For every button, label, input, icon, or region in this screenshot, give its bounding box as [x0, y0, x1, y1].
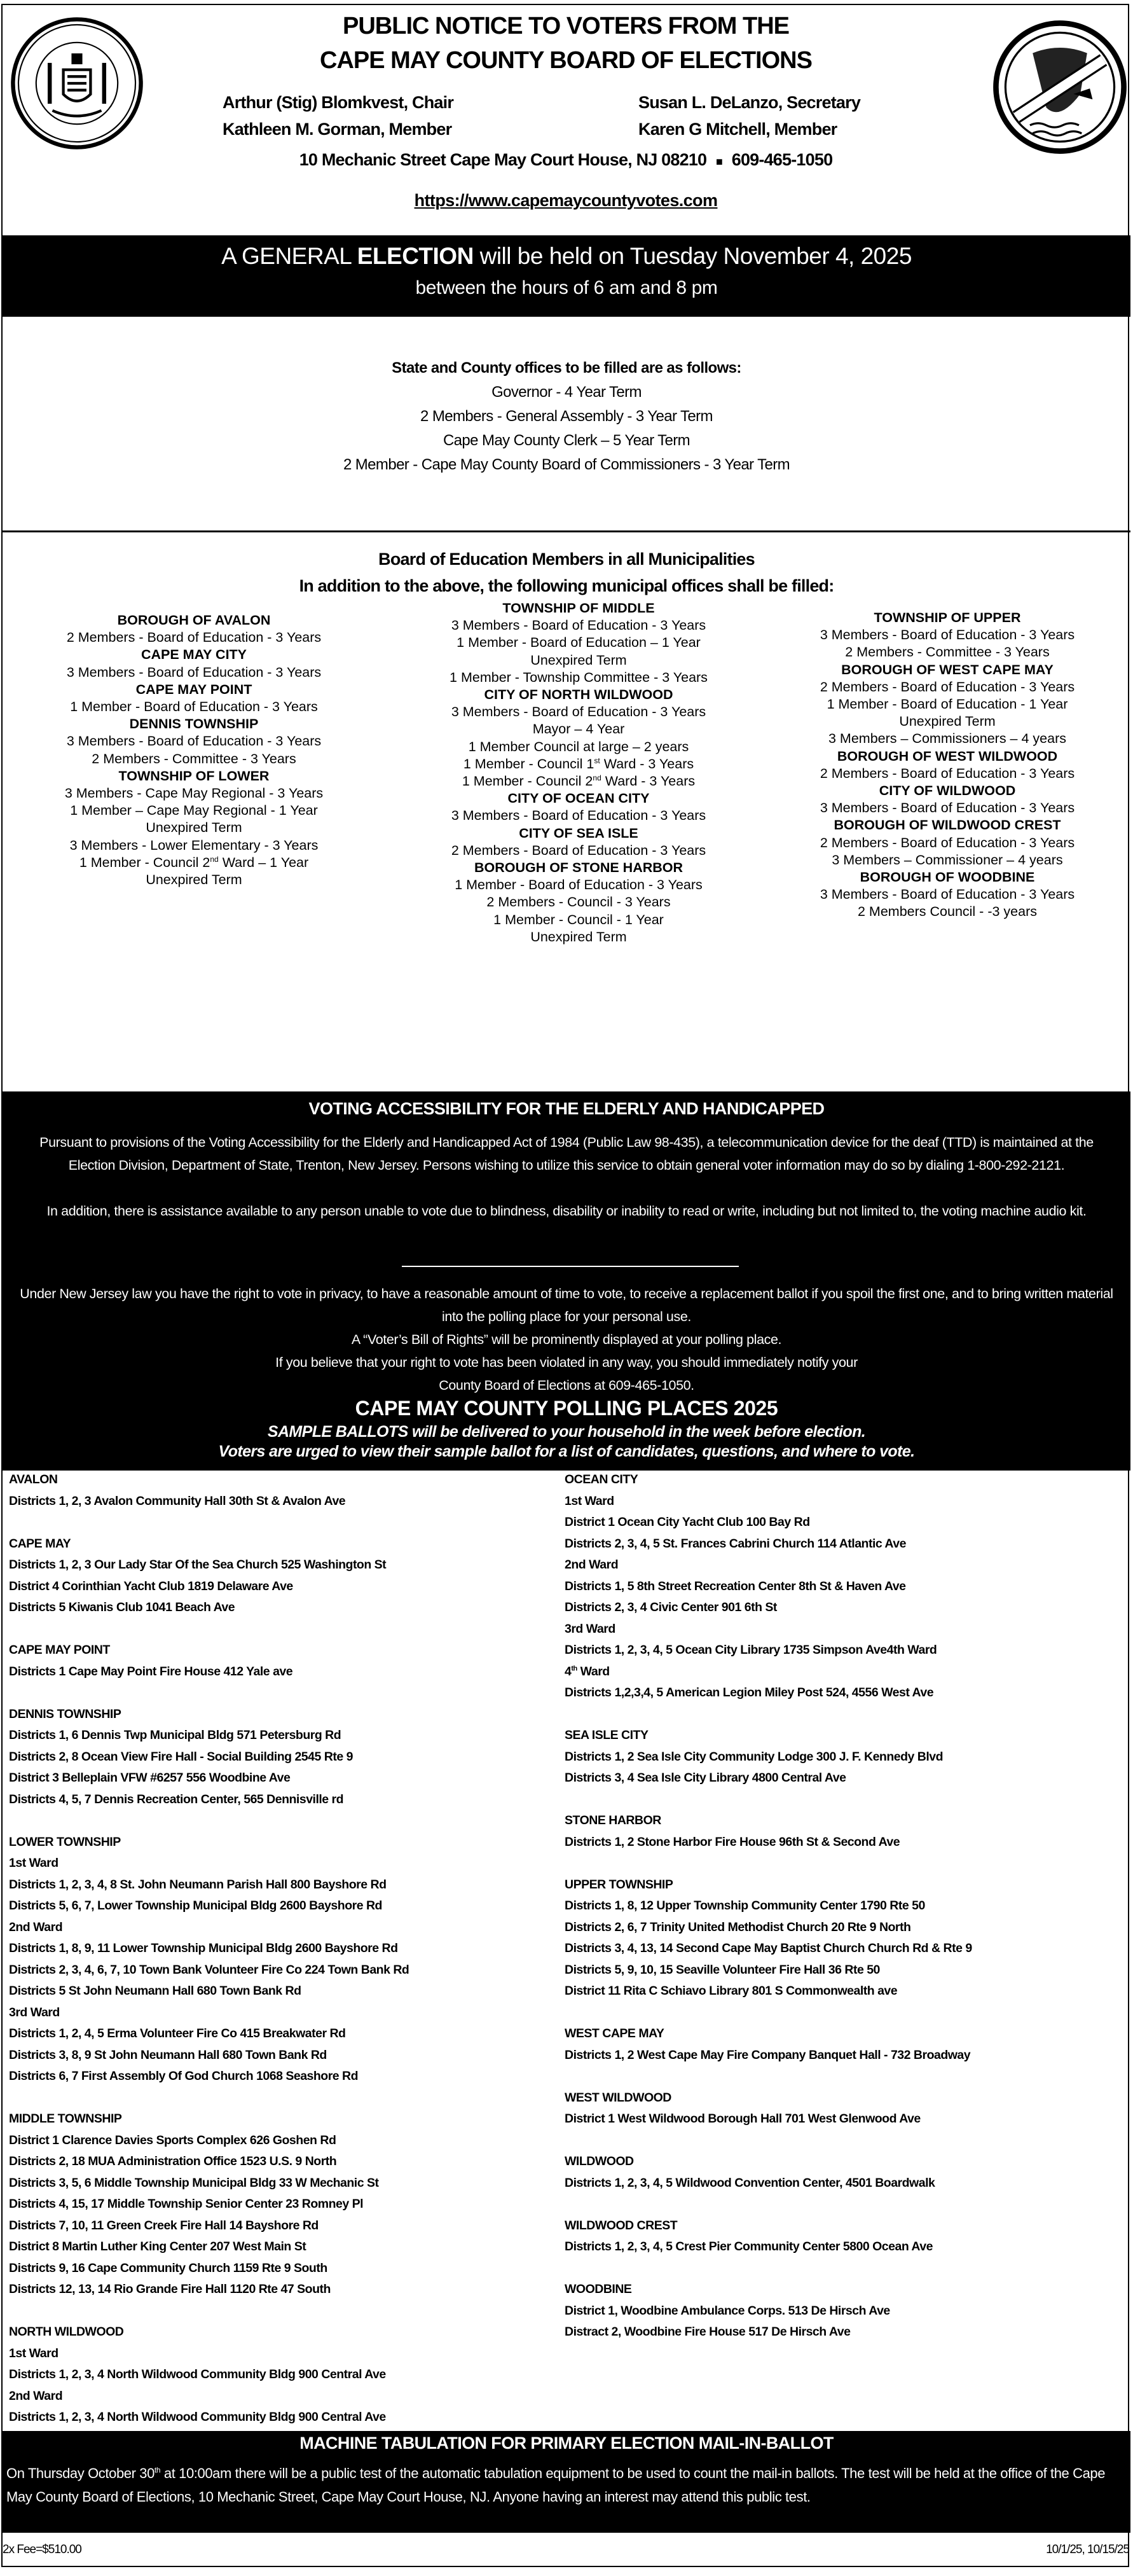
office-seat: 2 Members Council - -3 years [858, 904, 1037, 920]
office-item: 2 Members - General Assembly - 3 Year Term [420, 408, 713, 425]
municipality-heading: TOWNSHIP OF LOWER [118, 768, 270, 784]
polling-municipality: OCEAN CITY [565, 1472, 638, 1486]
polling-location: Districts 5, 6, 7, Lower Township Municipal Bldg 2600 Bayshore Rd [9, 1899, 382, 1913]
tabulation-details: at 10:00am there will be a public test of the automatic tabulation equipment to be used to count the mail-in ballots. The test will be held at the office of the Cape May County Board of Elections, 10 Mechanic Street, Cape May Court House, NJ. Anyone having an interest may attend this public test. [6, 2465, 1106, 2505]
polling-left-column [9, 1469, 549, 2428]
municipality-heading: BOROUGH OF WEST WILDWOOD [837, 748, 1058, 764]
polling-location: Districts 2, 3, 4, 5 St. Frances Cabrini Church 114 Atlantic Ave [565, 1536, 906, 1551]
polling-location: Districts 3, 5, 6 Middle Township Municipal Bldg 33 W Mechanic St [9, 2175, 379, 2190]
polling-location: Districts 1, 2, 4, 5 Erma Volunteer Fire Co 415 Breakwater Rd [9, 2026, 346, 2040]
polling-municipality: WILDWOOD CREST [565, 2218, 678, 2233]
ordinal-suffix: nd [593, 773, 601, 782]
ordinal-suffix: st [594, 756, 600, 765]
polling-location: Districts 1 Cape May Point Fire House 412 Yale ave [9, 1664, 293, 1679]
municipal-column-2 [407, 600, 750, 946]
polling-location: Districts 1, 6 Dennis Twp Municipal Bldg 571 Petersburg Rd [9, 1728, 341, 1742]
polling-municipality: WEST CAPE MAY [565, 2026, 664, 2040]
polling-location: District 8 Martin Luther King Center 207 West Main St [9, 2240, 306, 2254]
polling-location: Districts 2, 6, 7 Trinity United Methodist Church 20 Rte 9 North [565, 1920, 911, 1934]
polling-location: Districts 1, 2, 3, 4, 5 Ocean City Library 1735 Simpson Ave4th Ward [565, 1643, 937, 1657]
municipal-offices-heading [3, 546, 1130, 599]
polling-location: Districts 1, 2, 3, 4 North Wildwood Community Bldg 900 Central Ave [9, 2410, 386, 2424]
polling-municipality: SEA ISLE CITY [565, 1728, 649, 1742]
tabulation-date: On Thursday October 30 [6, 2465, 154, 2481]
election-emphasis: ELECTION [357, 243, 474, 269]
offices-heading: State and County offices to be filled are as follows: [392, 359, 741, 377]
ward-label: 2nd Ward [9, 1920, 63, 1934]
ordinal-suffix: nd [210, 854, 219, 864]
polling-location: Districts 1, 2, 3 Our Lady Star Of the Sea Church 525 Washington St [9, 1558, 387, 1572]
office-seat: 2 Members - Committee - 3 Years [845, 644, 1050, 660]
spacer [565, 2258, 1124, 2280]
office-seat: 3 Members - Board of Education - 3 Years [820, 800, 1075, 816]
polling-subtitle-1: SAMPLE BALLOTS will be delivered to your household in the week before election. [267, 1423, 866, 1441]
office-phone: 609-465-1050 [731, 150, 833, 169]
municipality-heading: BOROUGH OF STONE HARBOR [474, 860, 683, 876]
office-seat: 3 Members - Cape May Regional - 3 Years [64, 786, 324, 801]
polling-location: Districts 1, 2, 3, 4, 8 St. John Neumann Parish Hall 800 Bayshore Rd [9, 1877, 387, 1892]
municipal-column-3 [782, 609, 1113, 921]
polling-location: District 3 Belleplain VFW #6257 556 Woodbine Ave [9, 1771, 291, 1785]
new-jersey-seal-icon [9, 15, 145, 151]
polling-location: Districts 3, 8, 9 St John Neumann Hall 680 Town Bank Rd [9, 2047, 327, 2062]
municipality-heading: CITY OF OCEAN CITY [507, 791, 650, 807]
polling-municipality: DENNIS TOWNSHIP [9, 1707, 121, 1721]
ward-label: 2nd Ward [9, 2388, 63, 2403]
polling-municipality: MIDDLE TOWNSHIP [9, 2112, 122, 2126]
board-phone-paragraph: County Board of Elections at 609-465-1050. [439, 1378, 694, 1393]
office-seat: Unexpired Term [899, 714, 996, 730]
municipal-heading: In addition to the above, the following municipal offices shall be filled: [299, 576, 834, 595]
municipality-heading: CITY OF NORTH WILDWOOD [484, 687, 673, 703]
election-prefix: A GENERAL [221, 243, 357, 269]
website-link-wrapper [191, 191, 941, 211]
publication-fee: 2x Fee=$510.00 [3, 2543, 81, 2556]
office-seat: 3 Members – Commissioners – 4 years [828, 731, 1066, 747]
ward-label: 1st Ward [9, 1856, 58, 1870]
polling-location: Districts 7, 10, 11 Green Creek Fire Hall 14 Bayshore Rd [9, 2218, 319, 2233]
machine-tabulation-section [3, 2431, 1130, 2533]
spacer [9, 2301, 549, 2322]
municipality-heading: TOWNSHIP OF UPPER [874, 610, 1021, 625]
office-seat: Unexpired Term [146, 820, 242, 836]
municipal-column-1 [25, 612, 362, 889]
office-seat: 1 Member - Board of Education - 1 Year [827, 696, 1068, 712]
polling-location: Districts 1, 2, 3, 4 North Wildwood Community Bldg 900 Central Ave [9, 2367, 386, 2381]
office-contact [191, 150, 941, 170]
board-member: Kathleen M. Gorman, Member [223, 120, 452, 139]
polling-location: Districts 3, 4, 13, 14 Second Cape May Baptist Church Church Rd & Rte 9 [565, 1941, 972, 1955]
board-member-secretary: Susan L. DeLanzo, Secretary [638, 93, 861, 112]
polling-location: Districts 4, 5, 7 Dennis Recreation Center, 565 Dennisville rd [9, 1792, 344, 1806]
office-item: Cape May County Clerk – 5 Year Term [443, 432, 690, 449]
office-seat: 2 Members - Board of Education - 3 Years [820, 834, 1075, 850]
polling-location: District 1 West Wildwood Borough Hall 701 West Glenwood Ave [565, 2112, 921, 2126]
office-seat: Unexpired Term [530, 652, 627, 668]
office-address: 10 Mechanic Street Cape May Court House, NJ 08210 [299, 150, 707, 169]
polling-location: Distract 2, Woodbine Fire House 517 De Hirsch Ave [565, 2325, 851, 2339]
polling-municipality: CAPE MAY POINT [9, 1643, 110, 1657]
ordinal-suffix: th [571, 1665, 577, 1672]
municipality-heading: DENNIS TOWNSHIP [129, 716, 259, 732]
polling-location: Districts 1,2,3,4, 5 American Legion Miley Post 524, 4556 West Ave [565, 1686, 934, 1700]
office-item: 2 Member - Cape May County Board of Commissioners - 3 Year Term [343, 456, 790, 473]
spacer [565, 1853, 1124, 1874]
election-banner [3, 235, 1130, 317]
polling-location: Districts 1, 2 Stone Harbor Fire House 96th St & Second Ave [565, 1834, 900, 1849]
polling-location: Districts 5 St John Neumann Hall 680 Town Bank Rd [9, 1984, 301, 1998]
election-announcement [3, 243, 1130, 270]
office-seat: Unexpired Term [530, 929, 627, 945]
municipality-heading: CAPE MAY CITY [141, 647, 247, 663]
accessibility-title: VOTING ACCESSIBILITY FOR THE ELDERLY AND HANDICAPPED [308, 1099, 825, 1118]
polling-municipality: WILDWOOD [565, 2154, 634, 2168]
polling-location: District 1, Woodbine Ambulance Corps. 513 De Hirsch Ave [565, 2303, 890, 2318]
polling-municipality: WOODBINE [565, 2282, 632, 2296]
office-seat: 2 Members - Board of Education - 3 Years [820, 679, 1075, 695]
municipality-heading: BOROUGH OF AVALON [117, 613, 271, 628]
polling-location: Districts 3, 4 Sea Isle City Library 4800 Central Ave [565, 1771, 846, 1785]
office-seat: 1 Member - Board of Education – 1 Year [457, 635, 701, 651]
website-link[interactable]: https://www.capemaycountyvotes.com [414, 191, 718, 210]
office-seat: 3 Members - Board of Education - 3 Years [820, 887, 1075, 903]
spacer [9, 2088, 549, 2109]
voter-rights-paragraph: Under New Jersey law you have the right to vote in privacy, to have a reasonable amount of time to vote, to receive a replacement ballot if you spoil the first one, and to bring written material into the polling place for your personal use. [20, 1286, 1113, 1324]
office-seat: 2 Members - Board of Education - 3 Years [451, 842, 706, 858]
office-seat: 3 Members – Commissioner – 4 years [832, 852, 1063, 868]
boe-heading: Board of Education Members in all Municipalities [378, 550, 755, 569]
office-seat: 1 Member – Cape May Regional - 1 Year [70, 803, 318, 819]
ward-label: 3rd Ward [9, 2005, 60, 2019]
polling-location: Districts 2, 18 MUA Administration Office 1523 U.S. 9 North [9, 2154, 337, 2168]
spacer [565, 1704, 1124, 1726]
accessibility-tty-paragraph: Pursuant to provisions of the Voting Accessibility for the Elderly and Handicapped Act of 1984 (Public Law 98-435), a telecommunication device for the deaf (TTD) is maintained at the Election Division, Department of State, Trenton, New Jersey. Persons wishing to utilize this service to obtain general voter information may do so by dialing 1-800-292-2121. [39, 1135, 1094, 1173]
polling-municipality: UPPER TOWNSHIP [565, 1877, 673, 1892]
polling-municipality: LOWER TOWNSHIP [9, 1834, 121, 1849]
polling-location: District 4 Corinthian Yacht Club 1819 Delaware Ave [9, 1579, 293, 1593]
office-seat: 3 Members - Board of Education - 3 Years [66, 664, 322, 680]
ward-label: 4th Ward [565, 1664, 610, 1679]
machine-tabulation-title: MACHINE TABULATION FOR PRIMARY ELECTION MAIL-IN-BALLOT [299, 2434, 834, 2453]
municipality-heading: TOWNSHIP OF MIDDLE [502, 600, 655, 616]
polling-municipality: AVALON [9, 1472, 58, 1486]
municipality-heading: CITY OF SEA ISLE [519, 825, 638, 841]
machine-tabulation-text [6, 2462, 1127, 2509]
notice-title [191, 9, 941, 78]
office-seat: 3 Members - Board of Education - 3 Years [451, 704, 706, 720]
municipality-heading: BOROUGH OF WILDWOOD CREST [834, 817, 1061, 833]
polling-right-column [565, 1469, 1124, 2343]
polling-location: Districts 2, 3, 4, 6, 7, 10 Town Bank Volunteer Fire Co 224 Town Bank Rd [9, 1962, 409, 1977]
office-seat: 3 Members - Board of Education - 3 Years [820, 627, 1075, 643]
office-seat: 1 Member - Board of Education - 3 Years [455, 877, 703, 893]
spacer [565, 2002, 1124, 2024]
office-seat: 3 Members - Board of Education - 3 Years [451, 808, 706, 824]
office-seat: 1 Member - Council 2nd Ward - 3 Years [462, 773, 696, 789]
polling-location: Districts 1, 8, 9, 11 Lower Township Municipal Bldg 2600 Bayshore Rd [9, 1941, 398, 1955]
board-member: Karen G Mitchell, Member [638, 120, 837, 139]
polling-title: CAPE MAY COUNTY POLLING PLACES 2025 [355, 1397, 778, 1420]
accessibility-assistance-paragraph: In addition, there is assistance available to any person unable to vote due to blindness, disability or inability to read or write, including but not limited to, the voting machine audio kit. [46, 1203, 1087, 1219]
ward-label: 2nd Ward [565, 1558, 619, 1572]
municipality-heading: CITY OF WILDWOOD [879, 783, 1016, 799]
spacer [565, 1789, 1124, 1811]
board-member-chair: Arthur (Stig) Blomkvest, Chair [223, 93, 454, 112]
title-line-2: CAPE MAY COUNTY BOARD OF ELECTIONS [320, 47, 812, 74]
section-divider [3, 530, 1130, 532]
polling-location: Districts 2, 8 Ocean View Fire Hall - Social Building 2545 Rte 9 [9, 1749, 353, 1764]
office-seat: 1 Member - Council - 1 Year [493, 911, 664, 927]
election-hours: between the hours of 6 am and 8 pm [415, 277, 718, 298]
spacer [9, 1682, 549, 1704]
polling-location: District 1 Ocean City Yacht Club 100 Bay Rd [565, 1515, 810, 1529]
polling-header [3, 1397, 1130, 1461]
separator-square-icon: ■ [715, 155, 723, 168]
polling-location: Districts 1, 8, 12 Upper Township Community Center 1790 Rte 50 [565, 1899, 925, 1913]
office-seat: 1 Member - Township Committee - 3 Years [450, 669, 708, 685]
polling-location: Districts 1, 2 West Cape May Fire Company Banquet Hall - 732 Broadway [565, 2047, 971, 2062]
violation-paragraph: If you believe that your right to vote has been violated in any way, you should immediately notify your [275, 1355, 858, 1370]
polling-location: Districts 5, 9, 10, 15 Seaville Volunteer Fire Hall 36 Rte 50 [565, 1962, 880, 1977]
municipality-heading: BOROUGH OF WOODBINE [860, 869, 1035, 885]
spacer [565, 2194, 1124, 2215]
office-seat: 2 Members - Board of Education - 3 Years [66, 630, 322, 646]
publication-dates: 10/1/25, 10/15/25 [1046, 2543, 1129, 2556]
polling-location: Districts 1, 2, 3 Avalon Community Hall 30th St & Avalon Ave [9, 1493, 346, 1508]
office-seat: Mayor – 4 Year [532, 721, 625, 737]
state-county-offices [3, 356, 1130, 477]
ward-label: 1st Ward [9, 2346, 58, 2360]
polling-location: Districts 4, 15, 17 Middle Township Senior Center 23 Romney Pl [9, 2197, 364, 2211]
title-line-1: PUBLIC NOTICE TO VOTERS FROM THE [343, 13, 789, 39]
office-seat: 2 Members - Council - 3 Years [486, 894, 671, 910]
polling-municipality: STONE HARBOR [565, 1813, 661, 1827]
polling-location: District 1 Clarence Davies Sports Complex 626 Goshen Rd [9, 2133, 336, 2147]
accessibility-section [3, 1091, 1130, 1471]
spacer [9, 1512, 549, 1534]
ward-label: 1st Ward [565, 1493, 614, 1508]
cape-may-county-seal-icon [992, 19, 1128, 155]
spacer [565, 2130, 1124, 2152]
office-seat: Unexpired Term [146, 872, 242, 888]
election-date: will be held on Tuesday November 4, 2025 [473, 243, 912, 269]
polling-location: Districts 2, 3, 4 Civic Center 901 6th St [565, 1600, 777, 1614]
office-item: Governor - 4 Year Term [491, 384, 642, 401]
spacer [9, 1810, 549, 1832]
office-seat: 1 Member - Board of Education - 3 Years [70, 699, 318, 715]
office-seat: 3 Members - Board of Education - 3 Years [66, 733, 322, 749]
polling-location: Districts 1, 2, 3, 4, 5 Crest Pier Community Center 5800 Ocean Ave [565, 2240, 933, 2254]
polling-location: Districts 6, 7 First Assembly Of God Church 1068 Seashore Rd [9, 2069, 359, 2083]
date-ordinal: th [154, 2465, 161, 2475]
polling-municipality: WEST WILDWOOD [565, 2090, 671, 2105]
polling-location: Districts 9, 16 Cape Community Church 1159 Rte 9 South [9, 2261, 327, 2275]
polling-location: Districts 1, 5 8th Street Recreation Center 8th St & Haven Ave [565, 1579, 906, 1593]
polling-location: District 11 Rita C Schiavo Library 801 S Commonwealth ave [565, 1984, 898, 1998]
office-seat: 2 Members - Board of Education - 3 Years [820, 765, 1075, 781]
polling-subtitle-2: Voters are urged to view their sample ballot for a list of candidates, questions, and where to vote. [218, 1443, 915, 1460]
spacer [9, 1619, 549, 1640]
polling-municipality: NORTH WILDWOOD [9, 2325, 124, 2339]
spacer [565, 2066, 1124, 2088]
office-seat: 3 Members - Board of Education - 3 Years [451, 618, 706, 634]
office-seat: 1 Member - Council 1st Ward - 3 Years [463, 756, 694, 772]
accessibility-rule [402, 1266, 739, 1267]
office-seat: 3 Members - Lower Elementary - 3 Years [69, 837, 319, 853]
polling-location: Districts 12, 13, 14 Rio Grande Fire Hall 1120 Rte 47 South [9, 2282, 331, 2296]
bill-of-rights-paragraph: A “Voter’s Bill of Rights” will be prominently displayed at your polling place. [351, 1332, 782, 1347]
office-seat: 2 Members - Committee - 3 Years [92, 751, 296, 766]
polling-location: Districts 1, 2 Sea Isle City Community Lodge 300 J. F. Kennedy Blvd [565, 1749, 944, 1764]
polling-location: Districts 1, 2, 3, 4, 5 Wildwood Convention Center, 4501 Boardwalk [565, 2175, 935, 2190]
ward-label: 3rd Ward [565, 1621, 615, 1636]
office-seat: 1 Member Council at large – 2 years [468, 738, 689, 754]
municipality-heading: CAPE MAY POINT [135, 681, 252, 697]
municipality-heading: BOROUGH OF WEST CAPE MAY [841, 661, 1054, 677]
polling-location: Districts 5 Kiwanis Club 1041 Beach Ave [9, 1600, 235, 1614]
office-seat: 1 Member - Council 2nd Ward – 1 Year [79, 854, 309, 870]
polling-municipality: CAPE MAY [9, 1536, 71, 1551]
